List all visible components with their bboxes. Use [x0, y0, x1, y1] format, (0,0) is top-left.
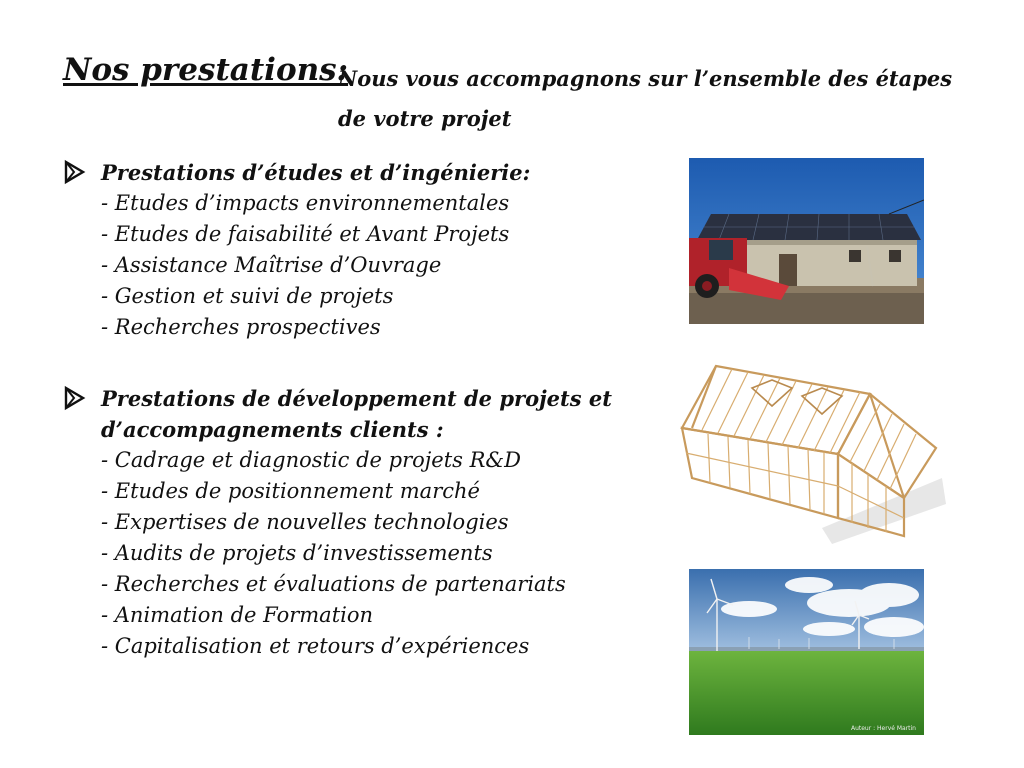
timber-frame-house-render: [672, 358, 948, 544]
list-item: - Etudes d’impacts environnementales: [101, 191, 510, 215]
list-item: - Expertises de nouvelles technologies: [101, 510, 509, 534]
arrow-bullet-icon: [63, 384, 87, 412]
wind-farm-photo: [689, 569, 924, 735]
list-item: - Assistance Maîtrise d’Ouvrage: [101, 253, 442, 277]
section-studies: [63, 157, 623, 343]
wind-farm-illustration: [689, 569, 924, 735]
arrow-bullet-icon: [63, 158, 87, 186]
solar-barn-illustration: [689, 158, 924, 324]
section-heading: Prestations de développement de projets et d’accompagnements clients :: [101, 386, 612, 442]
list-item: - Capitalisation et retours d’expériences: [101, 634, 530, 658]
list-item: - Etudes de faisabilité et Avant Projets: [101, 222, 510, 246]
list-item: - Cadrage et diagnostic de projets R&D: [101, 448, 521, 472]
section-heading: Prestations d’études et d’ingénierie:: [101, 160, 531, 185]
list-item: - Etudes de positionnement marché: [101, 479, 480, 503]
list-item: - Recherches et évaluations de partenariats: [101, 572, 566, 596]
page-subtitle: Nous vous accompagnons sur l’ensemble des étapes de votre projet: [338, 66, 953, 131]
list-item: - Animation de Formation: [101, 603, 374, 627]
section-development: [63, 383, 623, 662]
solar-barn-photo: [689, 158, 924, 324]
list-item: - Audits de projets d’investissements: [101, 541, 493, 565]
page-title: Nos prestations:: [63, 52, 349, 88]
timber-frame-illustration: [672, 358, 948, 544]
list-item: - Recherches prospectives: [101, 315, 381, 339]
list-item: - Gestion et suivi de projets: [101, 284, 394, 308]
photo-credit: Auteur : Hervé Martin: [850, 725, 916, 732]
